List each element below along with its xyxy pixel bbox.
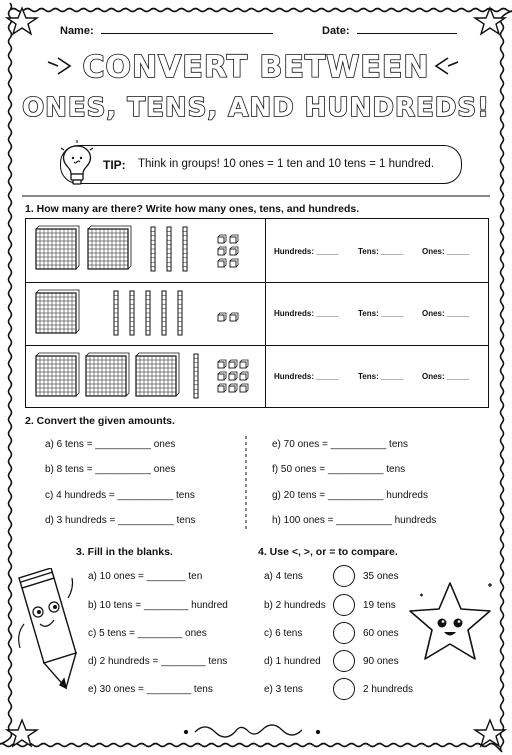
compare-right: 19 tens (363, 600, 396, 611)
compare-circle[interactable] (333, 565, 355, 587)
convert-item[interactable]: h) 100 ones = __________ hundreds (272, 515, 437, 526)
ones-cube (240, 360, 248, 368)
base-ten-blocks-image (26, 283, 264, 345)
name-line[interactable] (101, 32, 273, 34)
section4-heading: 4. Use <, >, or = to compare. (258, 546, 398, 558)
tens-rod (151, 227, 155, 271)
base-ten-table (25, 218, 489, 408)
base-ten-blocks-image (26, 219, 264, 281)
table-row (26, 345, 488, 408)
compare-circle[interactable] (333, 650, 355, 672)
compare-left: e) 3 tens (264, 684, 303, 695)
star-character-illustration (400, 575, 500, 670)
section2-heading: 2. Convert the given amounts. (25, 415, 175, 427)
tens-rod (194, 354, 198, 398)
tens-rod (162, 291, 166, 335)
compare-left: d) 1 hundred (264, 656, 321, 667)
hundreds-flat (136, 353, 179, 396)
compare-circle[interactable] (333, 622, 355, 644)
fill-blank-item[interactable]: b) 10 tens = ________ hundred (88, 600, 228, 611)
ones-cube (218, 313, 226, 321)
hundreds-flat (36, 226, 79, 269)
hundreds-flat (36, 353, 79, 396)
ones-cube (218, 235, 226, 243)
ones-cube (218, 360, 226, 368)
tens-rod (183, 227, 187, 271)
bottom-swirl-decoration (185, 725, 320, 737)
ones-cube (218, 259, 226, 267)
fill-blank-item[interactable]: e) 30 ones = ________ tens (88, 684, 213, 695)
corner-star-bottom-left (7, 720, 37, 746)
section3-heading: 3. Fill in the blanks. (76, 546, 173, 558)
ones-cube (230, 247, 238, 255)
ones-cube (229, 384, 237, 392)
fill-blank-item[interactable]: d) 2 hundreds = ________ tens (88, 656, 228, 667)
tens-rod (130, 291, 134, 335)
hundreds-blank[interactable]: Hundreds: _____ (274, 372, 339, 381)
lightbulb-icon (57, 140, 97, 188)
hundreds-flat (36, 290, 79, 333)
base-ten-blocks-image (26, 346, 264, 408)
compare-left: a) 4 tens (264, 571, 303, 582)
hundreds-blank[interactable]: Hundreds: _____ (274, 247, 339, 256)
corner-star-bottom-right (475, 720, 505, 746)
convert-item[interactable]: c) 4 hundreds = __________ tens (45, 490, 195, 501)
fill-blank-item[interactable]: c) 5 tens = ________ ones (88, 628, 207, 639)
compare-left: b) 2 hundreds (264, 600, 326, 611)
convert-item[interactable]: a) 6 tens = __________ ones (45, 439, 176, 450)
convert-item[interactable]: f) 50 ones = __________ tens (272, 464, 406, 475)
date-field[interactable] (322, 25, 457, 37)
tip-text: Think in groups! 10 ones = 1 ten and 10 tens = 1 hundred. (138, 158, 435, 170)
convert-item[interactable]: e) 70 ones = __________ tens (272, 439, 408, 450)
convert-item[interactable]: g) 20 tens = __________ hundreds (272, 490, 428, 501)
compare-circle[interactable] (333, 594, 355, 616)
tens-rod (146, 291, 150, 335)
worksheet-title-line1: CONVERT BETWEEN (82, 50, 430, 85)
tens-rod (114, 291, 118, 335)
ones-blank[interactable]: Ones: _____ (422, 309, 470, 318)
table-row (26, 282, 488, 345)
hundreds-flat (88, 226, 131, 269)
ones-blank[interactable]: Ones: _____ (422, 372, 470, 381)
ones-blank[interactable]: Ones: _____ (422, 247, 470, 256)
name-label: Name: (60, 25, 94, 37)
ones-cube (218, 372, 226, 380)
date-label: Date: (322, 25, 350, 37)
ones-cube (218, 384, 226, 392)
hundreds-flat (86, 353, 129, 396)
name-field[interactable] (60, 25, 273, 37)
compare-right: 90 ones (363, 656, 399, 667)
worksheet-title-line2: ONES, TENS, AND HUNDREDS! (22, 93, 490, 123)
ones-cube (230, 313, 238, 321)
pencil-character-illustration (14, 568, 84, 698)
compare-circle[interactable] (333, 678, 355, 700)
ones-cube (229, 372, 237, 380)
section1-heading: 1. How many are there? Write how many ones, tens, and hundreds. (25, 203, 360, 215)
corner-star-top-right (475, 8, 505, 34)
ones-cube (218, 247, 226, 255)
table-row (26, 219, 488, 281)
fill-blank-item[interactable]: a) 10 ones = _______ ten (88, 571, 203, 582)
ones-cube (230, 235, 238, 243)
tip-box (60, 145, 462, 184)
date-line[interactable] (357, 32, 457, 34)
tens-rod (178, 291, 182, 335)
ones-cube (240, 372, 248, 380)
ones-cube (229, 360, 237, 368)
convert-item[interactable]: d) 3 hundreds = __________ tens (45, 515, 196, 526)
tip-label: TIP: (103, 158, 126, 172)
compare-right: 2 hundreds (363, 684, 414, 695)
tens-blank[interactable]: Tens: _____ (358, 372, 404, 381)
compare-right: 60 ones (363, 628, 399, 639)
hundreds-blank[interactable]: Hundreds: _____ (274, 309, 339, 318)
ones-cube (240, 384, 248, 392)
tens-blank[interactable]: Tens: _____ (358, 309, 404, 318)
convert-item[interactable]: b) 8 tens = __________ ones (45, 464, 176, 475)
tens-blank[interactable]: Tens: _____ (358, 247, 404, 256)
ones-cube (230, 259, 238, 267)
tens-rod (167, 227, 171, 271)
compare-right: 35 ones (363, 571, 399, 582)
compare-left: c) 6 tens (264, 628, 303, 639)
